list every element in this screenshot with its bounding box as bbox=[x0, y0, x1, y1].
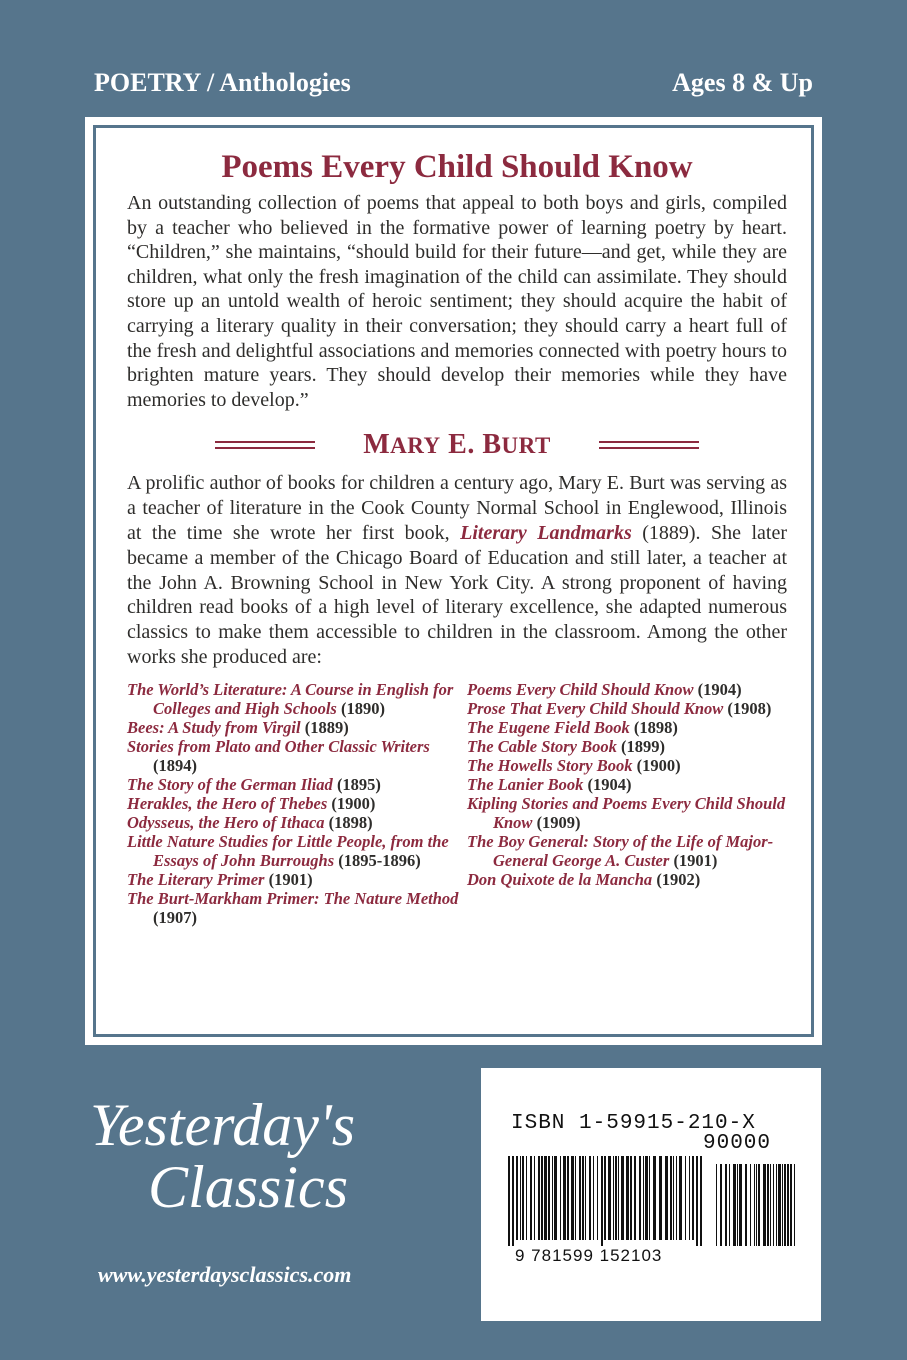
work-year: (1894) bbox=[153, 755, 197, 775]
barcode-bar bbox=[552, 1156, 553, 1240]
work-year: (1890) bbox=[340, 698, 385, 718]
barcode-bar bbox=[597, 1156, 598, 1240]
barcode-bar bbox=[554, 1156, 557, 1240]
barcode-bar bbox=[689, 1156, 690, 1240]
barcode-bar bbox=[653, 1156, 656, 1240]
barcode-bar bbox=[776, 1164, 777, 1246]
works-column-left bbox=[127, 680, 467, 927]
barcode-icon bbox=[506, 1156, 801, 1248]
barcode-bar bbox=[767, 1164, 769, 1246]
barcode-bar bbox=[692, 1156, 694, 1240]
barcode-bar bbox=[729, 1164, 730, 1246]
barcode-bar bbox=[784, 1164, 786, 1246]
work-title: Stories from Plato and Other Classic Writers bbox=[127, 736, 430, 756]
work-title: Odysseus, the Hero of Ithaca bbox=[127, 812, 325, 832]
barcode-bar bbox=[716, 1164, 717, 1246]
barcode-bar bbox=[582, 1156, 584, 1240]
work-item bbox=[127, 718, 467, 737]
work-title: The Burt-Markham Primer: The Nature Method bbox=[127, 888, 459, 908]
work-item bbox=[127, 680, 467, 718]
work-year: (1889) bbox=[304, 717, 349, 737]
panel-content bbox=[127, 147, 787, 927]
price-code: 90000 bbox=[702, 1132, 771, 1155]
description-panel bbox=[85, 117, 822, 1045]
author-name-part: ARY bbox=[390, 433, 441, 459]
barcode-bar bbox=[526, 1156, 527, 1240]
work-item bbox=[127, 870, 467, 889]
author-bio bbox=[127, 471, 787, 669]
barcode-bar bbox=[579, 1156, 581, 1240]
author-name bbox=[363, 429, 551, 461]
barcode-bar bbox=[733, 1164, 736, 1246]
barcode-bar bbox=[739, 1164, 742, 1246]
work-item bbox=[467, 737, 787, 756]
barcode-bar bbox=[630, 1156, 632, 1240]
barcode-bar bbox=[794, 1164, 795, 1246]
works-column-right bbox=[467, 680, 787, 927]
publisher-website: www.yesterdaysclassics.com bbox=[98, 1262, 352, 1287]
barcode-bar bbox=[700, 1156, 702, 1246]
barcode-bar bbox=[575, 1156, 576, 1240]
work-year: (1902) bbox=[656, 869, 701, 889]
work-item bbox=[127, 889, 467, 927]
work-title: The Lanier Book bbox=[467, 774, 584, 794]
barcode-bar bbox=[782, 1164, 783, 1246]
work-item bbox=[467, 680, 787, 699]
barcode-bar bbox=[534, 1156, 535, 1240]
work-year: (1895-1896) bbox=[338, 850, 421, 870]
barcode-bar bbox=[548, 1156, 550, 1240]
barcode-bar bbox=[750, 1164, 751, 1246]
barcode-bar bbox=[593, 1156, 594, 1240]
work-title: The World’s Literature: A Course in English for Colleges and High Schools bbox=[127, 679, 454, 718]
work-year: (1904) bbox=[587, 774, 632, 794]
barcode-bar bbox=[790, 1164, 792, 1246]
barcode-bar bbox=[618, 1156, 619, 1240]
barcode-bar bbox=[679, 1156, 682, 1240]
barcode-bar bbox=[673, 1156, 674, 1240]
work-item bbox=[467, 699, 787, 718]
work-item bbox=[467, 870, 787, 889]
barcode-bar bbox=[626, 1156, 629, 1240]
work-title: Bees: A Study from Virgil bbox=[127, 717, 301, 737]
barcode-bar bbox=[756, 1164, 757, 1246]
barcode-bar bbox=[670, 1156, 672, 1240]
publisher-logo-line1: Yesterday's bbox=[90, 1092, 356, 1158]
barcode-bar bbox=[696, 1156, 698, 1246]
publisher-logo-line2: Classics bbox=[148, 1154, 349, 1220]
book-title: Poems Every Child Should Know bbox=[221, 149, 693, 185]
barcode-bar bbox=[754, 1164, 755, 1246]
barcode-bar bbox=[613, 1156, 614, 1240]
work-year: (1901) bbox=[673, 850, 718, 870]
work-item bbox=[127, 832, 467, 870]
bio-text: A prolific author of books for children a century ago, Mary E. Burt was serving as a teacher of literature in the Cook County Normal School in Englewood, Illinois at the time she wrote her first book, bbox=[127, 472, 787, 544]
barcode-bar bbox=[522, 1156, 524, 1240]
barcode-bar bbox=[508, 1156, 510, 1246]
barcode-bar bbox=[720, 1164, 722, 1246]
barcode-bar bbox=[544, 1156, 547, 1240]
work-year: (1904) bbox=[697, 679, 742, 699]
author-name-part: URT bbox=[501, 433, 551, 459]
author-name-part: E. B bbox=[440, 429, 502, 461]
barcode-bar bbox=[778, 1164, 781, 1246]
barcode-bar bbox=[758, 1164, 760, 1246]
work-title: The Boy General: Story of the Life of Major-General George A. Custer bbox=[467, 831, 774, 870]
work-title: Don Quixote de la Mancha bbox=[467, 869, 653, 889]
barcode-bar bbox=[649, 1156, 650, 1240]
barcode-bar bbox=[571, 1156, 574, 1240]
work-year: (1907) bbox=[153, 907, 197, 927]
barcode-bar bbox=[685, 1156, 686, 1240]
works-list bbox=[127, 680, 787, 927]
work-title: The Story of the German Iliad bbox=[127, 774, 333, 794]
author-name-part: M bbox=[363, 429, 391, 461]
barcode-bar bbox=[737, 1164, 738, 1246]
category-label: POETRY / Anthologies bbox=[94, 68, 351, 97]
work-year: (1908) bbox=[727, 698, 772, 718]
work-item bbox=[127, 813, 467, 832]
ean-text: 9 781599 152103 bbox=[515, 1246, 663, 1265]
right-rule bbox=[599, 441, 699, 449]
barcode-bar bbox=[512, 1156, 514, 1246]
author-heading bbox=[127, 426, 787, 464]
work-title: Prose That Every Child Should Know bbox=[467, 698, 724, 718]
work-year: (1898) bbox=[633, 717, 678, 737]
work-year: (1899) bbox=[621, 736, 666, 756]
work-item bbox=[467, 718, 787, 737]
work-item bbox=[467, 832, 787, 870]
work-title: Kipling Stories and Poems Every Child Should Know bbox=[467, 793, 786, 832]
work-item bbox=[467, 756, 787, 775]
barcode-bar bbox=[659, 1156, 662, 1240]
barcode-bar bbox=[538, 1156, 540, 1240]
work-year: (1895) bbox=[336, 774, 381, 794]
isbn-text: ISBN 1-59915-210-X bbox=[511, 1112, 756, 1135]
work-title: The Eugene Field Book bbox=[467, 717, 630, 737]
work-title: The Howells Story Book bbox=[467, 755, 633, 775]
barcode-bar bbox=[725, 1164, 727, 1246]
barcode-bar bbox=[615, 1156, 617, 1240]
left-rule bbox=[215, 441, 315, 449]
barcode-bar bbox=[645, 1156, 648, 1240]
barcode-bar bbox=[676, 1156, 677, 1240]
barcode-bar bbox=[567, 1156, 569, 1240]
work-item bbox=[127, 737, 467, 775]
barcode-bar bbox=[639, 1156, 641, 1240]
barcode-box bbox=[481, 1068, 821, 1321]
work-year: (1898) bbox=[328, 812, 373, 832]
barcode-bar bbox=[560, 1156, 561, 1240]
work-item bbox=[467, 775, 787, 794]
work-title: Poems Every Child Should Know bbox=[467, 679, 694, 699]
barcode-bar bbox=[787, 1164, 789, 1246]
work-title: The Literary Primer bbox=[127, 869, 265, 889]
barcode-bar bbox=[773, 1164, 774, 1246]
barcode-bar bbox=[634, 1156, 636, 1240]
barcode-bar bbox=[665, 1156, 668, 1240]
barcode-bar bbox=[643, 1156, 644, 1240]
barcode-bar bbox=[541, 1156, 543, 1240]
work-item bbox=[467, 794, 787, 832]
work-title: Little Nature Studies for Little People, from the Essays of John Burroughs bbox=[127, 831, 449, 870]
work-item bbox=[127, 794, 467, 813]
book-description: An outstanding collection of poems that appeal to both boys and girls, compiled by a teacher who believed in the formative power of learning poetry by heart. “Children,” she maintains, “should build for their future—and get, while they are children, what only the fresh imagination of the child can assimilate. They should store up an untold wealth of heroic sentiment; they should acquire the habit of carrying a literary quality in their conversation; they should carry a heart full of the fresh and delightful associations and memories connected with poetry hours to brighten mature years. They should develop their memories while they have memories to develop.” bbox=[127, 192, 787, 411]
barcode-bar bbox=[745, 1164, 747, 1246]
work-year: (1901) bbox=[268, 869, 313, 889]
work-title: The Cable Story Book bbox=[467, 736, 617, 756]
barcode-bar bbox=[585, 1156, 586, 1240]
work-year: (1900) bbox=[331, 793, 376, 813]
barcode-bar bbox=[520, 1156, 521, 1240]
barcode-bar bbox=[589, 1156, 591, 1240]
barcode-bar bbox=[763, 1164, 766, 1246]
bio-book-title: Literary Landmarks bbox=[460, 521, 632, 544]
barcode-bar bbox=[608, 1156, 611, 1240]
barcode-bar bbox=[601, 1156, 603, 1246]
bio-text: (1889). She later became a member of the Chicago Board of Education and still later, a teacher at the John A. Browning School in New York City. A strong proponent of having children read books of a high level of literary excellence, she adapted numerous classics to make them accessible to children in the classroom. Among the other works she produced are: bbox=[127, 521, 787, 668]
barcode-bar bbox=[770, 1164, 771, 1246]
barcode-bar bbox=[530, 1156, 532, 1240]
work-item bbox=[127, 775, 467, 794]
barcode-bar bbox=[563, 1156, 566, 1240]
age-range-label: Ages 8 & Up bbox=[672, 68, 813, 97]
work-year: (1900) bbox=[636, 755, 681, 775]
barcode-bar bbox=[621, 1156, 624, 1240]
barcode-bar bbox=[604, 1156, 606, 1240]
work-title: Herakles, the Hero of Thebes bbox=[127, 793, 328, 813]
work-year: (1909) bbox=[536, 812, 581, 832]
barcode-bar bbox=[516, 1156, 518, 1240]
